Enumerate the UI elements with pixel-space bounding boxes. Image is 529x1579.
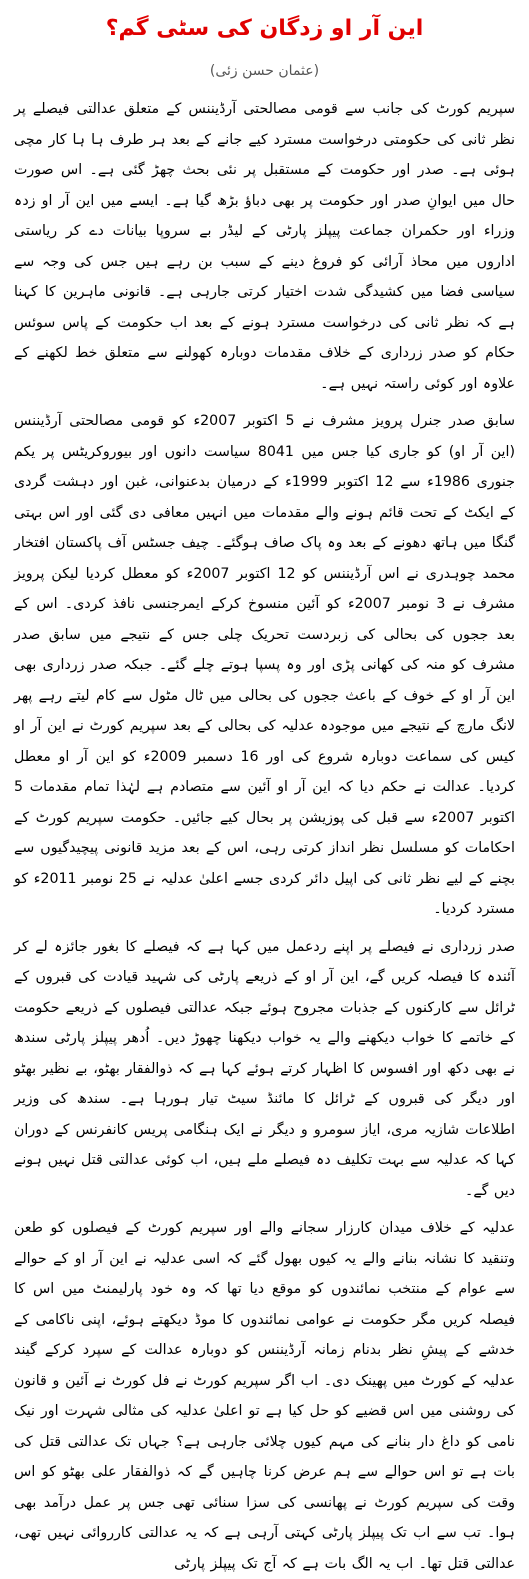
article-byline: (عثمان حسن زئی) [209, 63, 320, 79]
article-paragraph-3: صدر زرداری نے فیصلے پر اپنے ردعمل میں کہا ہے کہ فیصلے کا بغور جائزہ لے کر آئندہ کا فیصلہ کریں گے، این آر او کے ذریعے پارٹی کی شہید قیادت کی قبروں کے ٹرائل سے کارکنوں کے جذبات مجروح ہوئے جبکہ عدالتی فیصلوں کے ذریعے حکومت کے خاتمے کا خواب دیکھنے والے یہ خواب دیکھنا چھوڑ دیں۔ اُدھر پیپلز پارٹی سندھ نے بھی دکھ اور افسوس کا اظہار کرتے ہوئے کہا ہے کہ ذوالفقار بھٹو، بے نظیر بھٹو اور دیگر کی قبروں کے ٹرائل کا مائنڈ سیٹ تیار ہورہا ہے۔ سندھ کی وزیر اطلاعات شازیہ مری، ایاز سومرو و دیگر نے ایک ہنگامی پریس کانفرنس کے دوران کہا کہ عدلیہ سے بہت تکلیف دہ فیصلے ملے ہیں، اب کوئی عدالتی قتل نہیں ہونے دیں گے۔ [14, 938, 515, 1199]
article-paragraph-2: سابق صدر جنرل پرویز مشرف نے 5 اکتوبر 2007ء کو قومی مصالحتی آرڈیننس (این آر او) کو جاری کیا جس میں 8041 سیاست دانوں اور بیوروکریٹس پر یکم جنوری 1986ء سے 12 اکتوبر 1999ء کے درمیان بدعنوانی، غبن اور دہشت گردی کے ایکٹ کے تحت قائم ہونے والے مقدمات میں انہیں معافی دی گئی اور اس بہتی گنگا میں ہاتھ دھونے کے بعد وہ پاک صاف ہوگئے۔ چیف جسٹس آف پاکستان افتخار محمد چوہدری نے اس آرڈیننس کو 12 اکتوبر 2007ء کو معطل کردیا لیکن پرویز مشرف نے 3 نومبر 2007ء کو آئین منسوخ کرکے ایمرجنسی نافذ کردی۔ اس کے بعد ججوں کی بحالی کی زبردست تحریک چلی جس کے نتیجے میں سابق صدر مشرف کو منہ کی کھانی پڑی اور وہ پسپا ہوتے چلے گئے۔ جبکہ صدر زرداری بھی این آر او کے خوف کے باعث ججوں کی بحالی میں ٹال مٹول سے کام لیتے رہے پھر لانگ مارچ کے نتیجے میں موجودہ عدلیہ کی بحالی کے بعد سپریم کورٹ نے این آر او کیس کی سماعت دوبارہ شروع کی اور 16 دسمبر 2009ء کو این آر او معطل کردیا۔ عدالت نے حکم دیا کہ این آر او آئین سے متصادم ہے لہٰذا تمام مقدمات 5 اکتوبر 2007ء سے قبل کی پوزیشن پر بحال کیے جائیں۔ حکومت سپریم کورٹ کے احکامات کو مسلسل نظر انداز کرتی رہی، اس کے بعد مزید قانونی پیچیدگیوں سے بچنے کے لیے نظر ثانی کی اپیل دائر کردی جسے اعلیٰ عدلیہ نے 25 نومبر 2011ء کو مسترد کردیا۔ [14, 413, 516, 917]
article-title: این آر او زدگان کی سٹی گم؟ [105, 16, 424, 41]
article-paragraph-1: سپریم کورٹ کی جانب سے قومی مصالحتی آرڈیننس کے متعلق عدالتی فیصلے پر نظر ثانی کی حکومتی درخواست مسترد کیے جانے کے بعد ہر طرف ہا ہا کار مچی ہوئی ہے۔ صدر اور حکومت کے مستقبل پر نئی بحث چھڑ گئی ہے۔ اس صورت حال میں ایوانِ صدر اور حکومت پر بھی دباؤ بڑھ گیا ہے۔ ایسے میں این آر او زدہ وزراء اور حکمران جماعت پیپلز پارٹی کے لیڈر بے سروپا بیانات دے کر ریاستی اداروں میں محاذ آرائی کو فروغ دینے کے سبب بن رہے ہیں جس کی وجہ سے سیاسی فضا میں کشیدگی شدت اختیار کرتی جارہی ہے۔ قانونی ماہرین کا کہنا ہے کہ نظر ثانی کی درخواست مسترد ہونے کے بعد اب حکومت کے پاس سوئس حکام کو صدر زرداری کے خلاف مقدمات دوبارہ کھولنے سے متعلق خط لکھنے کے علاوہ اور کوئی راستہ نہیں ہے۔ [14, 101, 515, 392]
article-body [14, 94, 515, 1579]
article-paragraph-4: عدلیہ کے خلاف میدان کارزار سجانے والے اور سپریم کورٹ کے فیصلوں کو طعن وتنقید کا نشانہ بنانے والے یہ کیوں بھول گئے کہ اسی عدلیہ نے این آر او کے حوالے سے عوام کے منتخب نمائندوں کو موقع دیا تھا کہ وہ خود پارلیمنٹ میں اس کا فیصلہ کریں مگر حکومت نے عوامی نمائندوں کا موڈ دیکھتے ہوئے، اپنی ناکامی کے خدشے کے پیشِ نظر بدنام زمانہ آرڈیننس کو دوبارہ عدالت کے سپرد کرکے گیند عدلیہ کے کورٹ میں پھینک دی۔ اب اگر سپریم کورٹ نے فل کورٹ نے آئین و قانون کی روشنی میں اس قضیے کو حل کیا ہے تو اعلیٰ عدلیہ کی مثالی شہرت اور نیک نامی کو داغ دار بنانے کی مہم کیوں چلائی جارہی ہے؟ جہاں تک عدالتی قتل کی بات ہے تو اس حوالے سے ہم عرض کرنا چاہیں گے کہ ذوالفقار علی بھٹو کو اس وقت کی سپریم کورٹ نے پھانسی کی سزا سنائی تھی جس پر عمل درآمد بھی ہوا۔ تب سے اب تک پیپلز پارٹی کہتی آرہی ہے کہ یہ عدالتی کارروائی نہیں تھی، عدالتی قتل تھا۔ اب یہ الگ بات ہے کہ آج تک پیپلز پارٹی [14, 1220, 515, 1572]
